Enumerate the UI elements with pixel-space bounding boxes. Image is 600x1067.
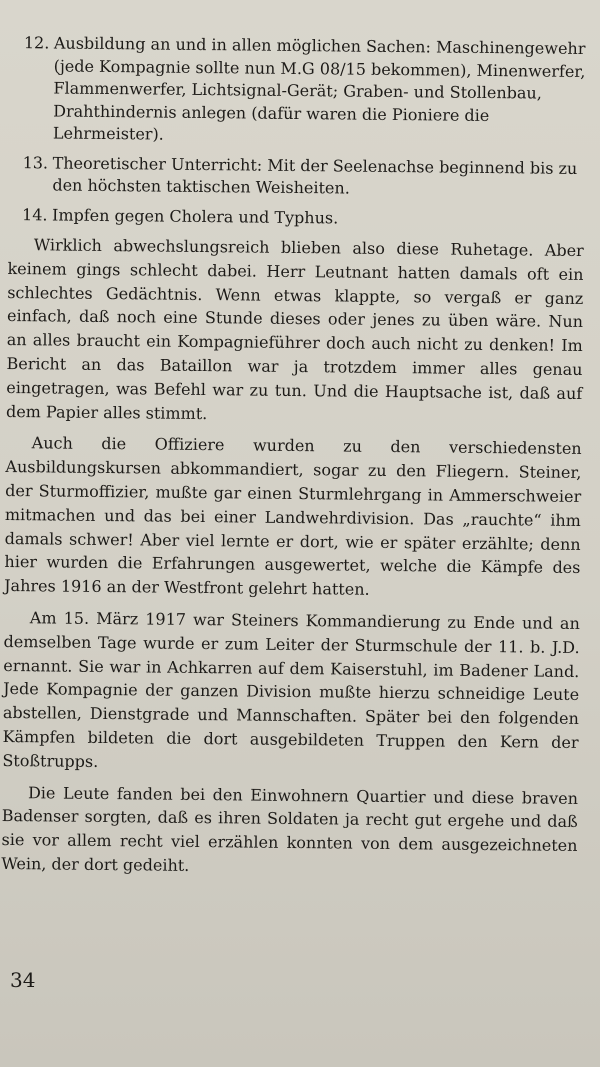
list-item-12 [9,32,586,151]
list-number: 12. [23,33,50,53]
list-number: 13. [22,152,49,172]
paragraph-sturmschule: Am 15. März 1917 war Steiners Kommandierung zu Ende und an demselben Tage wurde er zum Leiter der Sturmschule der 11. b. J.D. ernannt. Sie war in Achkarren auf dem Kaiserstuhl, im Badener Land. Jede Kompagnie der ganzen Division mußte hierzu schneidige Leute abstellen, Dienstgrade und Mannschaften. Später bei den folgenden Kämpfen bildeten die dort ausgebildeten Truppen den Kern der Stoßtrupps. [2,608,580,771]
paragraph-offiziere: Auch die Offiziere wurden zu den verschiedensten Ausbildungskursen abkommandiert, sogar zu den Fliegern. Steiner, der Sturmoffizier, mußte gar einen Sturmlehrgang in Ammerschweier mitmachen und das bei einer Landwehrdivision. Das „rauchte“ ihm damals schwer! Aber viel lernte er dort, wie er später erzählte; denn hier wurden die Erfahrungen ausgewertet, welche die Kämpfe des Jahres 1916 an der Westfront gelehrt hatten. [4,433,582,599]
paragraph-quartier: Die Leute fanden bei den Einwohnern Quartier und diese braven Badenser sorgten, daß es ihren Soldaten ja recht gut ergehe und daß sie vor allem recht viel erzählen konnten von dem ausgezeichneten Wein, der dort gedeiht. [1,782,579,875]
page-number: 34 [10,968,36,992]
list-text: Impfen gegen Cholera und Typhus. [51,204,339,227]
list-text: Ausbildung an und in allen möglichen Sachen: Maschinengewehr (jede Kompagnie sollte nun M.G 08/15 bekommen), Minenwerfer, Flammenwerfer, Lichtsignal-Gerät; Graben- und Stollenbau, Drahthindernis anlegen (dafür waren die Pioniere die Lehrmeister). [52,33,586,144]
list-number: 14. [21,204,48,224]
page-content [1,32,586,890]
paragraph-ruhetage: Wirklich abwechslungsreich blieben also diese Ruhetage. Aber keinem gings schlecht dabei. Herr Leutnant hatten damals oft ein schlechtes Gedächtnis. Wenn etwas klappte, so vergaß er ganz einfach, daß noch eine Stunde dieses oder jenes zu üben wäre. Nun an alles braucht ein Kompagnieführer doch auch nicht zu denken! Im Bericht an das Bataillon war ja trotzdem immer alles genau eingetragen, was Befehl war zu tun. Und die Hauptsache ist, daß auf dem Papier alles stimmt. [5,235,584,423]
list-item-13 [8,151,584,202]
list-item-14 [8,203,584,232]
list-text: Theoretischer Unterricht: Mit der Seelenachse beginnend bis zu den höchsten taktischen Weisheiten. [52,152,578,198]
